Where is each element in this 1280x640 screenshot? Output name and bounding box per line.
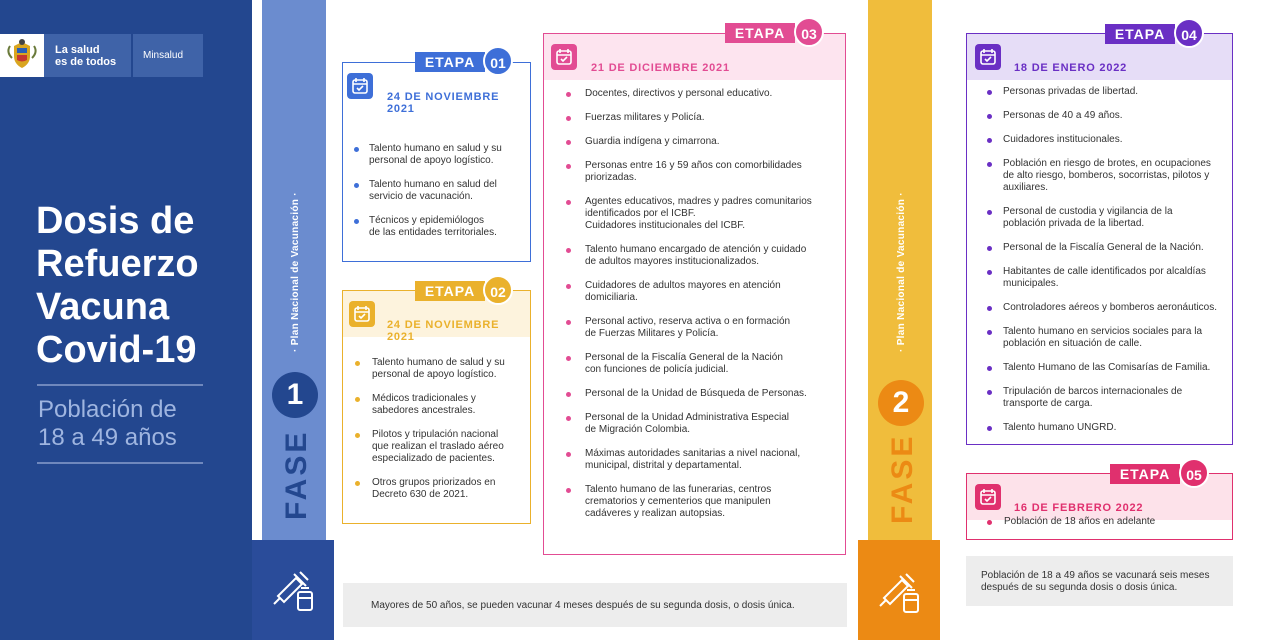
etapa-list-item: [1003, 110, 1123, 122]
ministry-name: Minsalud: [143, 50, 184, 61]
brand-slogan: [55, 44, 116, 68]
etapa-date: 24 DE NOVIEMBRE 2021: [387, 319, 500, 343]
bullet-dot: [566, 140, 571, 145]
etapa-list-item: [1003, 206, 1173, 230]
etapa-tag: ETAPA: [725, 23, 795, 43]
etapa-list-item: [585, 448, 800, 472]
bullet-dot: [566, 248, 571, 253]
bullet-dot: [354, 219, 359, 224]
bullet-dot: [566, 200, 571, 205]
etapa-list-item-line: Pilotos y tripulación nacional: [372, 429, 499, 440]
etapa-number-badge: 02: [483, 275, 513, 305]
etapa-list-item: [585, 88, 772, 100]
etapa-list-item-line: Personal de custodia y vigilancia de la: [1003, 206, 1173, 217]
etapa-list-item-line: de las entidades territoriales.: [369, 227, 497, 238]
etapa-list-item: [369, 179, 497, 203]
etapa-list-item-line: Personal de la Fiscalía General de la Nación: [585, 352, 783, 363]
etapa-list-item-line: Otros grupos priorizados en: [372, 477, 496, 488]
etapa-list-item-line: Guardia indígena y cimarrona.: [585, 136, 720, 147]
etapa-list-item-line: Médicos tradicionales y: [372, 393, 476, 404]
etapa-list-item: [1003, 386, 1182, 410]
bullet-dot: [355, 397, 360, 402]
etapa-list-item: [585, 412, 789, 436]
etapa-list-item-line: personal de apoyo logístico.: [372, 369, 497, 380]
etapa-list-item-line: con funciones de policía judicial.: [585, 364, 729, 375]
etapa-list-item: [1003, 134, 1123, 146]
etapa-list-item-line: Máximas autoridades sanitarias a nivel nacional,: [585, 448, 801, 459]
calendar-check-icon: [975, 44, 1001, 70]
etapa-list-item: [1003, 422, 1116, 434]
etapa-list-item-line: Talento humano UNGRD.: [1003, 422, 1117, 433]
etapa-list-item-line: municipal, distrital y departamental.: [585, 460, 742, 471]
phase1-label: FASE: [280, 429, 313, 520]
etapa-list-item: [372, 357, 505, 381]
etapa-list-item: [369, 215, 497, 239]
etapa-list-item: [585, 244, 806, 268]
phase1-plan-label: · Plan Nacional de Vacunación ·: [290, 192, 301, 352]
etapa-list-item-line: Personal de la Unidad de Búsqueda de Personas.: [585, 388, 807, 399]
page-title: [36, 200, 199, 372]
etapa-list-item-line: Población en riesgo de brotes, en ocupaciones: [1003, 158, 1211, 169]
etapa-list-item-line: crematorios y cementerios que manipulen: [585, 496, 771, 507]
title-divider-bottom: [37, 462, 203, 464]
etapa-list-item-line: Fuerzas militares y Policía.: [585, 112, 705, 123]
etapa-number-badge: 03: [794, 17, 824, 47]
bullet-dot: [566, 320, 571, 325]
etapa-list-item-line: de Fuerzas Militares y Policía.: [585, 328, 719, 339]
etapa-list-item-line: Personas de 40 a 49 años.: [1003, 110, 1123, 121]
etapa-list-item-line: Personas privadas de libertad.: [1003, 86, 1139, 97]
etapa-number-badge: 01: [483, 46, 513, 76]
bullet-dot: [354, 147, 359, 152]
etapa-list-item-line: Personal activo, reserva activa o en formación: [585, 316, 791, 327]
etapa-list-item-line: Cuidadores de adultos mayores en atención: [585, 280, 781, 291]
bullet-dot: [566, 452, 571, 457]
bullet-dot: [987, 210, 992, 215]
phase2-note: [966, 556, 1233, 606]
calendar-check-icon: [551, 44, 577, 70]
bullet-dot: [566, 164, 571, 169]
coat-of-arms-logo: [0, 34, 44, 77]
bullet-dot: [987, 306, 992, 311]
etapa-date: 24 DE NOVIEMBRE 2021: [387, 91, 500, 115]
page-subtitle: [38, 396, 177, 452]
etapa-list-item-line: Talento Humano de las Comisarías de Familia.: [1003, 362, 1211, 373]
etapa-list-item: [1003, 326, 1202, 350]
bullet-dot: [355, 361, 360, 366]
etapa-list-item-line: identificados por el ICBF.: [585, 208, 696, 219]
etapa-list-item: [1004, 516, 1155, 528]
calendar-check-icon: [347, 73, 373, 99]
phase1-note: [343, 583, 847, 627]
etapa-list-item-line: Talento humano en servicios sociales para la: [1003, 326, 1202, 337]
syringe-vial-icon: [268, 564, 318, 619]
etapa-card-02: [342, 290, 531, 524]
etapa-list-item-line: Talento humano de las funerarias, centros: [585, 484, 772, 495]
etapa-list-item: [585, 352, 783, 376]
etapa-list-item-line: de alto riesgo, bomberos, socorristas, pilotos y: [1003, 170, 1210, 181]
etapa-date: 21 DE DICIEMBRE 2021: [591, 62, 730, 74]
etapa-list-item-line: Cuidadores institucionales del ICBF.: [585, 220, 746, 231]
etapa-list-item-line: población en situación de calle.: [1003, 338, 1142, 349]
etapa-list-item: [1003, 242, 1204, 254]
etapa-list-item-line: priorizadas.: [585, 172, 637, 183]
etapa-tag: ETAPA: [415, 281, 485, 301]
etapa-card-03: [543, 33, 846, 555]
phase1-number-badge: [272, 372, 318, 418]
etapa-list-item: [1003, 86, 1138, 98]
bullet-dot: [987, 426, 992, 431]
bullet-dot: [566, 356, 571, 361]
etapa-tag: ETAPA: [415, 52, 485, 72]
bullet-dot: [987, 114, 992, 119]
etapa-number-badge: 04: [1174, 18, 1204, 48]
etapa-card-01: [342, 62, 531, 262]
bullet-dot: [987, 246, 992, 251]
etapa-list-item-line: Tripulación de barcos internacionales de: [1003, 386, 1183, 397]
etapa-list-item-line: Controladores aéreos y bomberos aeronáuticos.: [1003, 302, 1218, 313]
etapa-list-item-line: especializado de pacientes.: [372, 453, 495, 464]
bullet-dot: [987, 90, 992, 95]
etapa-list-item-line: Docentes, directivos y personal educativo.: [585, 88, 773, 99]
title-divider-top: [37, 384, 203, 386]
etapa-list-item: [585, 484, 771, 520]
etapa-list-item-line: Personal de la Unidad Administrativa Especial: [585, 412, 789, 423]
bullet-dot: [566, 392, 571, 397]
bullet-dot: [987, 330, 992, 335]
syringe-vial-icon: [874, 566, 924, 621]
etapa-list-item-line: población privada de la libertad.: [1003, 218, 1145, 229]
etapa-list-item-line: sabedores ancestrales.: [372, 405, 476, 416]
phase2-number: 2: [892, 386, 910, 419]
etapa-list-item-line: Talento humano en salud y su: [369, 143, 502, 154]
title-line1: Dosis de: [36, 200, 195, 242]
bullet-dot: [355, 433, 360, 438]
etapa-list-item: [585, 316, 790, 340]
etapa-list-item-line: que realizan el traslado aéreo: [372, 441, 504, 452]
etapa-list-item-line: Técnicos y epidemiólogos: [369, 215, 485, 226]
etapa-list-item-line: personal de apoyo logístico.: [369, 155, 494, 166]
etapa-list-item-line: Cuidadores institucionales.: [1003, 134, 1123, 145]
bullet-dot: [566, 416, 571, 421]
etapa-list-item-line: domiciliaria.: [585, 292, 638, 303]
etapa-tag: ETAPA: [1110, 464, 1180, 484]
bullet-dot: [987, 138, 992, 143]
bullet-dot: [987, 366, 992, 371]
etapa-list-item-line: de adultos mayores institucionalizados.: [585, 256, 759, 267]
etapa-list-item-line: cadáveres y realizan autopsias.: [585, 508, 726, 519]
bullet-dot: [987, 390, 992, 395]
etapa-list-item-line: Talento humano de salud y su: [372, 357, 505, 368]
etapa-list-item: [585, 112, 704, 124]
etapa-list-item-line: Talento humano en salud del: [369, 179, 497, 190]
etapa-list-item: [1003, 302, 1217, 314]
phase2-note-line2: después de su segunda dosis o dosis única.: [981, 582, 1178, 593]
bullet-dot: [566, 92, 571, 97]
etapa-date: 16 DE FEBRERO 2022: [1014, 502, 1144, 514]
etapa-number-badge: 05: [1179, 458, 1209, 488]
etapa-list-item: [585, 280, 781, 304]
etapa-list-item-line: auxiliares.: [1003, 182, 1049, 193]
etapa-list-item: [1003, 362, 1210, 374]
bullet-dot: [987, 520, 992, 525]
etapa-list-item: [369, 143, 502, 167]
etapa-list-item-line: Población de 18 años en adelante: [1004, 516, 1156, 527]
phase1-number: 1: [286, 378, 304, 411]
bullet-dot: [987, 162, 992, 167]
etapa-tag: ETAPA: [1105, 24, 1175, 44]
title-line2: Refuerzo: [36, 243, 199, 285]
brand-slogan-line1: La salud: [55, 44, 100, 56]
etapa-list-item-line: de Migración Colombia.: [585, 424, 691, 435]
phase1-note-text: Mayores de 50 años, se pueden vacunar 4 meses después de su segunda dosis, o dosis única.: [371, 600, 795, 611]
phase2-number-badge: [878, 380, 924, 426]
etapa-list-item: [585, 160, 802, 184]
calendar-check-icon: [975, 484, 1001, 510]
subtitle-line1: Población de: [38, 396, 177, 423]
etapa-list-item-line: Habitantes de calle identificados por alcaldías: [1003, 266, 1206, 277]
bullet-dot: [987, 270, 992, 275]
brand-slogan-line2: es de todos: [55, 56, 117, 68]
etapa-list-item-line: Personas entre 16 y 59 años con comorbilidades: [585, 160, 802, 171]
bullet-dot: [566, 284, 571, 289]
bullet-dot: [566, 488, 571, 493]
bullet-dot: [354, 183, 359, 188]
etapa-list-item: [372, 429, 504, 465]
etapa-list-item: [585, 196, 812, 232]
etapa-list-item: [1003, 266, 1206, 290]
etapa-list-item-line: transporte de carga.: [1003, 398, 1093, 409]
etapa-list-item: [372, 477, 495, 501]
phase2-label: FASE: [886, 433, 919, 524]
bullet-dot: [355, 481, 360, 486]
title-line4: Covid-19: [36, 329, 197, 371]
subtitle-line2: 18 a 49 años: [38, 424, 177, 451]
etapa-list-item-line: Personal de la Fiscalía General de la Nación.: [1003, 242, 1204, 253]
etapa-date: 18 DE ENERO 2022: [1014, 62, 1128, 74]
phase2-plan-label: · Plan Nacional de Vacunación ·: [896, 192, 907, 352]
etapa-list-item: [372, 393, 476, 417]
etapa-list-item: [585, 136, 720, 148]
bullet-dot: [566, 116, 571, 121]
etapa-list-item-line: Talento humano encargado de atención y cuidado: [585, 244, 807, 255]
etapa-list-item-line: municipales.: [1003, 278, 1059, 289]
phase2-note-line1: Población de 18 a 49 años se vacunará seis meses: [981, 570, 1210, 581]
etapa-list-item-line: Agentes educativos, madres y padres comunitarios: [585, 196, 812, 207]
brand-divider: [131, 34, 133, 77]
title-line3: Vacuna: [36, 286, 170, 328]
etapa-list-item: [1003, 158, 1211, 194]
calendar-check-icon: [349, 301, 375, 327]
etapa-list-item: [585, 388, 807, 400]
etapa-list-item-line: Decreto 630 de 2021.: [372, 489, 469, 500]
etapa-card-04: [966, 33, 1233, 445]
etapa-list-item-line: servicio de vacunación.: [369, 191, 473, 202]
